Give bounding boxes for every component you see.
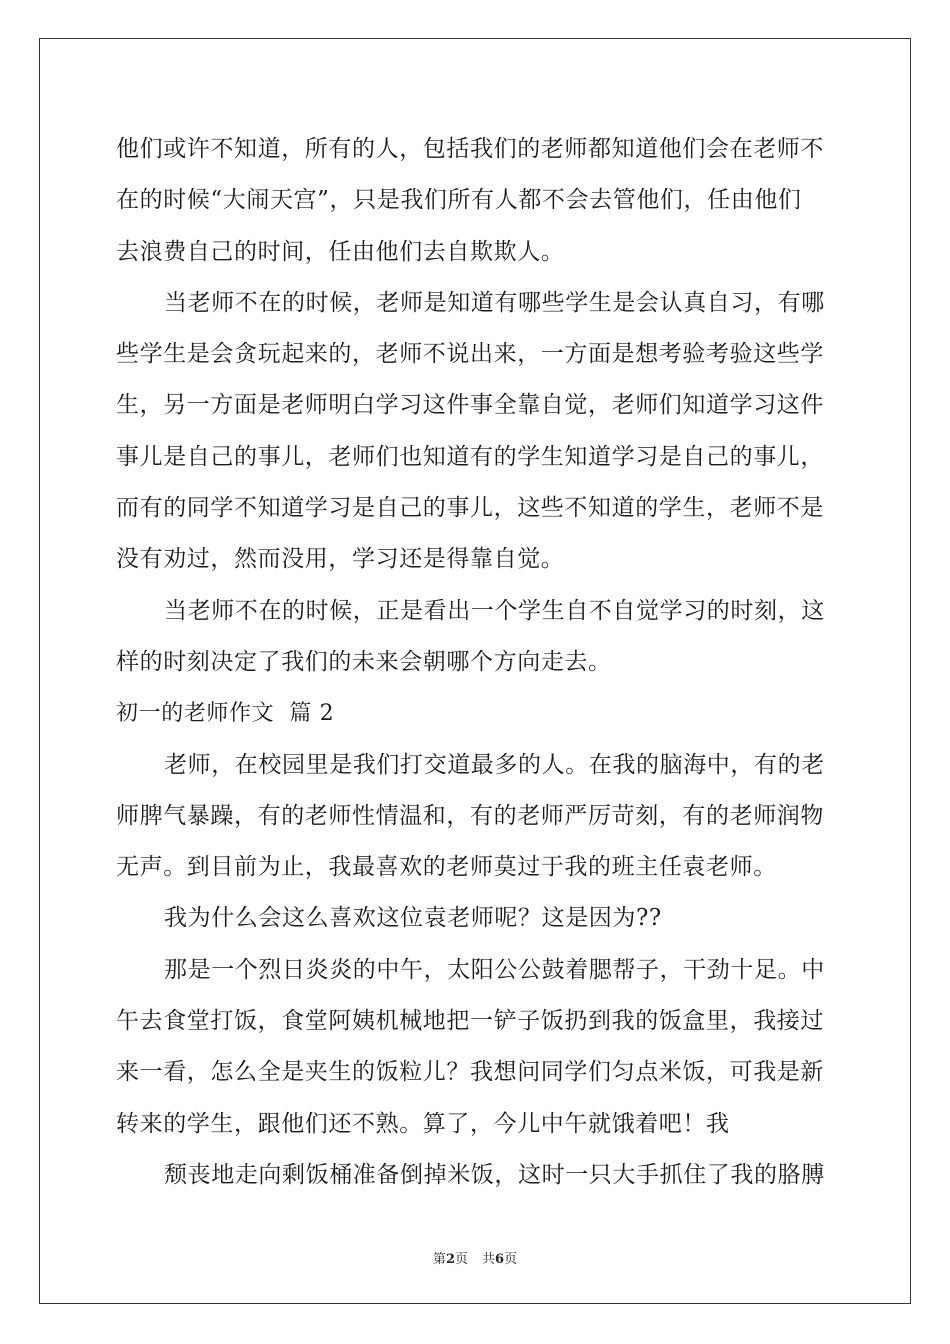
paragraph — [116, 945, 832, 1150]
text-line: 当老师不在的时候，老师是知道有哪些学生是会认真自习，有哪 — [164, 289, 825, 316]
page-total — [482, 1252, 517, 1267]
text-line: 当老师不在的时候，正是看出一个学生自不自觉学习的时刻，这 — [164, 597, 825, 624]
text-line: 去浪费自己的时间，任由他们去自欺欺人。 — [116, 238, 565, 265]
text-line: 午去食堂打饭，食堂阿姨机械地把一铲子饭扔到我的饭盒里，我接过 — [116, 1008, 824, 1035]
page-number — [433, 1252, 468, 1267]
text-line: 样的时刻决定了我们的未来会朝哪个方向走去。 — [116, 648, 612, 675]
text-line: 些学生是会贪玩起来的，老师不说出来，一方面是想考验考验这些学 — [116, 341, 824, 368]
text-line: 那是一个烈日炎炎的中午，太阳公公鼓着腮帮子，干劲十足。中 — [164, 956, 825, 983]
total-pages: 6 — [495, 1252, 505, 1267]
page-prefix: 第 — [432, 1252, 446, 1267]
document-body — [116, 124, 832, 1201]
paragraph — [116, 893, 832, 944]
paragraph — [116, 740, 832, 894]
text-line: 生，另一方面是老师明白学习这件事全靠自觉，老师们知道学习这件 — [116, 392, 824, 419]
paragraph — [116, 586, 832, 689]
text-line: 而有的同学不知道学习是自己的事儿，这些不知道的学生，老师不是 — [116, 495, 824, 522]
text-line: 转来的学生，跟他们还不熟。算了，今儿中午就饿着吧！我 — [116, 1110, 730, 1137]
text-line: 老师，在校园里是我们打交道最多的人。在我的脑海中，有的老 — [164, 751, 825, 778]
total-prefix: 共 — [482, 1252, 496, 1267]
paragraph — [116, 124, 832, 278]
page-footer — [0, 1248, 950, 1267]
text-line: 没有劝过，然而没用，学习还是得靠自觉。 — [116, 546, 565, 573]
text-line: 颓丧地走向剩饭桶准备倒掉米饭，这时一只大手抓住了我的胳膊 — [164, 1161, 825, 1188]
total-suffix: 页 — [504, 1252, 518, 1267]
paragraph — [116, 1150, 832, 1201]
paragraph — [116, 278, 832, 586]
text-line: 他们或许不知道，所有的人，包括我们的老师都知道他们会在老师不 — [116, 136, 824, 162]
text-line: 无声。到目前为止，我最喜欢的老师莫过于我的班主任袁老师。 — [116, 854, 777, 881]
heading-text: 初一的老师作文 篇 2 — [116, 701, 335, 727]
text-line: 事儿是自己的事儿，老师们也知道有的学生知道学习是自己的事儿， — [116, 443, 824, 470]
section-heading — [116, 688, 832, 739]
text-line: 在的时候“大闹天宫”，只是我们所有人都不会去管他们，任由他们 — [116, 187, 802, 214]
text-line: 师脾气暴躁，有的老师性情温和，有的老师严厉苛刻，有的老师润物 — [116, 802, 824, 829]
text-line: 来一看，怎么全是夹生的饭粒儿？我想问同学们匀点米饭，可我是新 — [116, 1059, 824, 1086]
page-suffix: 页 — [454, 1252, 468, 1267]
current-page: 2 — [445, 1252, 455, 1267]
text-line: 我为什么会这么喜欢这位袁老师呢？这是因为?? — [164, 905, 662, 932]
